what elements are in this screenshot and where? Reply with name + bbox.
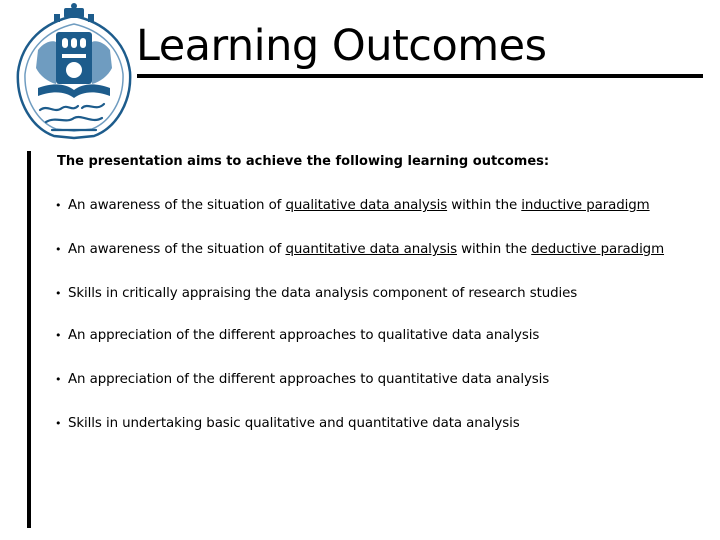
list-item xyxy=(55,284,577,304)
item-underlined: inductive paradigm xyxy=(521,198,650,213)
item-underlined: quantitative data analysis xyxy=(285,242,457,257)
item-text: An awareness of the situation of xyxy=(68,242,286,257)
list-item xyxy=(55,326,539,346)
university-crest-icon xyxy=(8,2,140,144)
item-text: Skills in undertaking basic qualitative and quantitative data analysis xyxy=(68,416,520,431)
list-item xyxy=(55,370,549,390)
slide-title: Learning Outcomes xyxy=(136,21,547,71)
item-text: Skills in critically appraising the data analysis component of research studies xyxy=(68,286,578,301)
list-item xyxy=(55,414,520,434)
item-text: An appreciation of the different approaches to qualitative data analysis xyxy=(68,328,540,343)
item-underlined: deductive paradigm xyxy=(531,242,665,257)
item-underlined: qualitative data analysis xyxy=(285,198,448,213)
item-text: within the xyxy=(457,242,532,257)
bullet: • xyxy=(55,287,62,300)
list-item xyxy=(55,240,664,260)
bullet: • xyxy=(55,373,62,386)
title-underline xyxy=(137,74,703,78)
bullet: • xyxy=(55,417,62,430)
item-text: An appreciation of the different approaches to quantitative data analysis xyxy=(68,372,550,387)
bullet: • xyxy=(55,199,62,212)
list-item xyxy=(55,196,650,216)
left-border-rule xyxy=(27,151,31,528)
item-text: An awareness of the situation of xyxy=(68,198,286,213)
bullet: • xyxy=(55,329,62,342)
bullet: • xyxy=(55,243,62,256)
item-text: within the xyxy=(447,198,522,213)
intro-text: The presentation aims to achieve the following learning outcomes: xyxy=(57,154,550,169)
